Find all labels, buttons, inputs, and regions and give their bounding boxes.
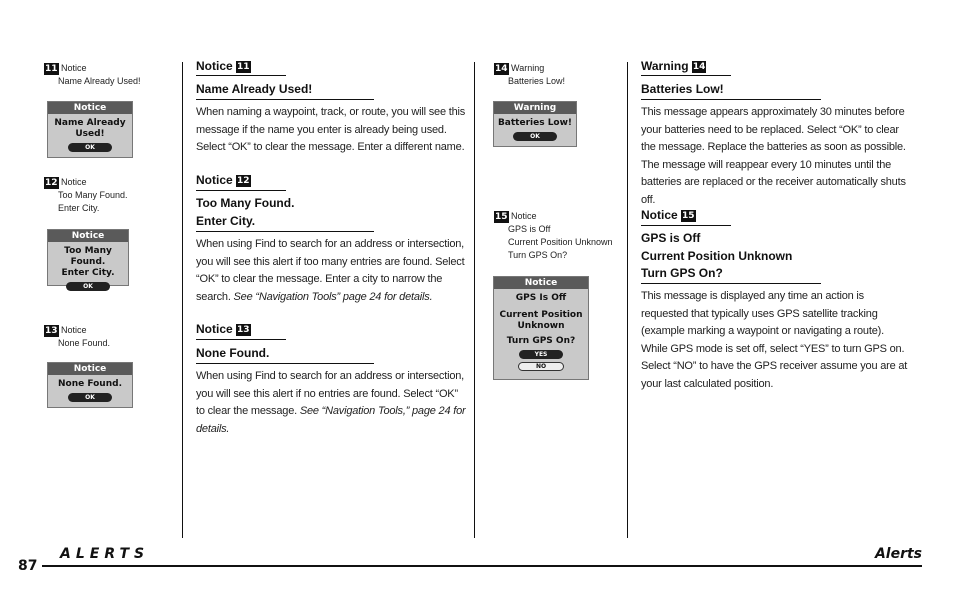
caption-line: Notice: [511, 211, 537, 221]
page-number: 87: [18, 558, 38, 574]
caption-line: Name Already Used!: [58, 76, 141, 86]
warning-number-badge: 14: [692, 61, 706, 72]
warning-14-title: Batteries Low!: [641, 82, 724, 96]
screen-message: Too Many Found.: [64, 246, 112, 267]
caption-line: Turn GPS On?: [508, 250, 568, 260]
cross-reference: See “Navigation Tools” page 24 for details.: [233, 290, 433, 303]
screen-title: Notice: [48, 363, 132, 375]
heading-rule: [641, 75, 731, 76]
warning-14-heading: [641, 59, 706, 74]
screen-gps-off: [493, 276, 589, 380]
screen-message: Turn GPS On?: [506, 336, 576, 346]
warning-14-body: This message appears approximately 30 minutes before your batteries need to be replaced. Select “OK” to clear the message. Replace the batteries as soon as possible. The message will reappear every 10 minutes until the batteries are replaced or the receiver automatically shuts off.: [641, 106, 906, 206]
title-rule: [196, 99, 374, 100]
notice-12-heading: [196, 173, 251, 188]
body-text: When using Find to search for an address or intersection, you will see this alert if too many entries are found. Select “OK” to clear the message. Enter a city to narrow the search.: [196, 238, 465, 303]
notice-number-badge: 12: [45, 177, 58, 188]
caption-11: [44, 62, 141, 88]
caption-line: None Found.: [58, 338, 111, 348]
caption-line: GPS is Off: [508, 224, 551, 234]
screen-none-found: [47, 362, 133, 408]
screen-message: GPS Is Off: [515, 293, 567, 303]
no-button[interactable]: NO: [518, 362, 564, 371]
caption-line: Current Position Unknown: [508, 237, 613, 247]
section-title-left: ALERTS: [60, 546, 150, 562]
screen-too-many-found: [47, 229, 129, 290]
caption-line: Batteries Low!: [508, 76, 566, 86]
ok-button[interactable]: OK: [513, 132, 557, 141]
screen-message: Used!: [75, 129, 105, 139]
ok-button[interactable]: OK: [68, 393, 112, 402]
notice-13-title: None Found.: [196, 346, 270, 360]
notice-number-badge: 13: [237, 324, 250, 335]
screen-title: Notice: [48, 102, 132, 114]
notice-number-badge: 15: [682, 210, 695, 221]
heading-rule: [196, 75, 286, 76]
heading-rule: [196, 339, 286, 340]
caption-line: Notice: [61, 325, 87, 335]
heading-rule: [641, 225, 731, 226]
notice-11-heading: [196, 59, 251, 74]
notice-13-heading: [196, 322, 251, 337]
heading-label: Warning: [641, 59, 689, 73]
screen-title: Notice: [48, 230, 128, 242]
caption-12: [44, 176, 128, 215]
column-divider: [182, 62, 183, 538]
screen-message: Name Already: [54, 118, 126, 128]
notice-12-title: Too Many Found.: [196, 196, 295, 210]
screen-message: Batteries Low!: [497, 118, 573, 128]
notice-15-title: Turn GPS On?: [641, 266, 723, 280]
screen-name-already-used: [47, 101, 133, 158]
notice-11-body: When naming a waypoint, track, or route, you will see this message if the name you enter is already being used. Select “OK” to clear the message. Enter a different name.: [196, 106, 466, 153]
caption-line: Notice: [61, 177, 87, 187]
cross-reference: See “Navigation Tools,” page 24 for details.: [196, 405, 466, 435]
caption-line: Warning: [511, 63, 545, 73]
section-title-right: Alerts: [874, 546, 922, 562]
notice-12-body: [196, 236, 466, 306]
screen-title: Warning: [494, 102, 576, 114]
notice-12-title: Enter City.: [196, 214, 256, 228]
screen-title: Notice: [494, 277, 588, 289]
title-rule: [196, 231, 374, 232]
body-text: When using Find to search for an address or intersection, you will see this alert if no entries are found. Select “OK” to clear the message.: [196, 370, 465, 417]
notice-number-badge: 11: [45, 63, 58, 74]
notice-number-badge: 13: [45, 325, 58, 336]
warning-number-badge: 14: [495, 63, 508, 74]
caption-14: [494, 62, 565, 88]
caption-line: Too Many Found.: [58, 190, 128, 200]
notice-number-badge: 11: [237, 61, 250, 72]
caption-line: Enter City.: [58, 203, 100, 213]
heading-label: Notice: [196, 59, 233, 73]
heading-label: Notice: [196, 173, 233, 187]
notice-15-title: Current Position Unknown: [641, 249, 793, 263]
heading-label: Notice: [641, 208, 678, 222]
screen-message: Current Position: [499, 310, 583, 320]
notice-15-body: This message is displayed any time an action is requested that typically uses GPS satellite tracking (example marking a waypoint or navigating a route). While GPS mode is set off, select “YES” to turn GPS on. Select “NO” to have the GPS receiver assume you are at your last calculated position.: [641, 290, 908, 390]
ok-button[interactable]: OK: [68, 143, 112, 152]
caption-13: [44, 324, 110, 350]
notice-11-title: Name Already Used!: [196, 82, 313, 96]
notice-15-title: GPS is Off: [641, 231, 701, 245]
yes-button[interactable]: YES: [519, 350, 563, 359]
caption-15: [494, 210, 613, 262]
ok-button[interactable]: OK: [66, 282, 110, 291]
screen-message: Unknown: [517, 321, 565, 331]
title-rule: [641, 283, 821, 284]
heading-label: Notice: [196, 322, 233, 336]
notice-13-body: [196, 368, 466, 438]
screen-message: Enter City.: [61, 268, 115, 278]
title-rule: [196, 363, 374, 364]
screen-message: None Found.: [57, 379, 122, 389]
notice-15-heading: [641, 208, 696, 223]
heading-rule: [196, 190, 286, 191]
caption-line: Notice: [61, 63, 87, 73]
footer-rule: [42, 565, 922, 567]
column-divider: [627, 62, 628, 538]
notice-number-badge: 12: [237, 175, 250, 186]
column-divider: [474, 62, 475, 538]
screen-batteries-low: [493, 101, 577, 147]
title-rule: [641, 99, 821, 100]
notice-number-badge: 15: [495, 211, 508, 222]
